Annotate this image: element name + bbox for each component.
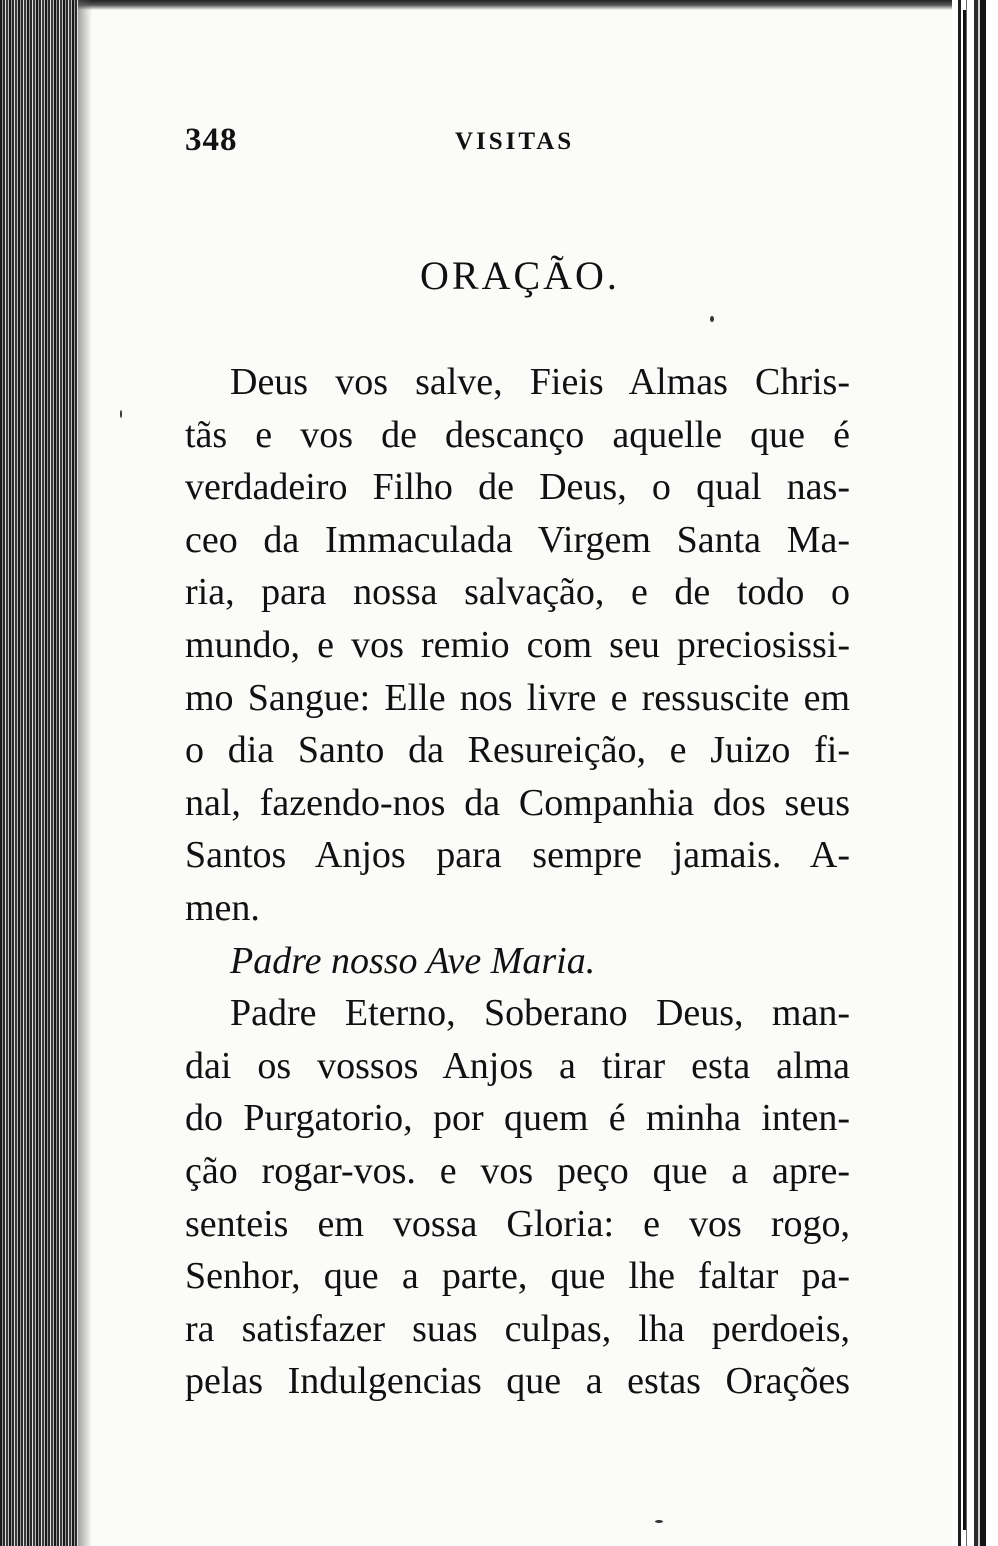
text-line: dai os vossos Anjos a tirar esta alma [185,1044,850,1087]
text-line: pelas Indulgencias que a estas Orações [185,1360,850,1403]
section-title: ORAÇÃO. [420,253,620,298]
text-line: mundo, e vos remio com seu preciosissi- [185,623,850,666]
page-right-edge-line [963,10,966,1530]
text-line: Padre Eterno, Soberano Deus, man- [230,992,850,1035]
text-line-italic: Padre nosso Ave Maria. [230,939,596,982]
print-speck [710,316,714,322]
text-line: Deus vos salve, Fieis Almas Chris- [230,361,850,403]
text-line: tãs e vos de descanço aquelle que é [185,413,850,456]
page-number: 348 [185,122,238,158]
text-line: o dia Santo da Resureição, e Juizo fi- [185,729,850,772]
text-line: ção rogar-vos. e vos peço que a apre- [185,1149,850,1192]
running-head [185,120,625,160]
text-line: ra satisfazer suas culpas, lha perdoeis, [185,1307,850,1350]
text-line: do Purgatorio, por quem é minha inten- [185,1097,850,1140]
page-right-edge [952,0,998,1546]
book-binding [0,0,78,1546]
text-line: nal, fazendo-nos da Companhia dos seus [185,781,850,824]
text-line: senteis em vossa Gloria: e vos rogo, [185,1202,850,1245]
print-speck [120,410,122,418]
print-speck [655,1520,663,1523]
text-line: verdadeiro Filho de Deus, o qual nas- [185,466,850,509]
running-title: VISITAS [455,128,575,155]
text-line: men. [185,886,260,929]
text-line: ria, para nossa salvação, e de todo o [185,571,850,614]
text-line: mo Sangue: Elle nos livre e ressuscite em [185,676,850,719]
text-line: Santos Anjos para sempre jamais. A- [185,834,850,877]
page-top-edge [0,0,998,10]
prayer-text [185,356,850,1408]
text-line: ceo da Immaculada Virgem Santa Ma- [185,518,850,561]
text-line: Senhor, que a parte, que lhe faltar pa- [185,1255,850,1298]
